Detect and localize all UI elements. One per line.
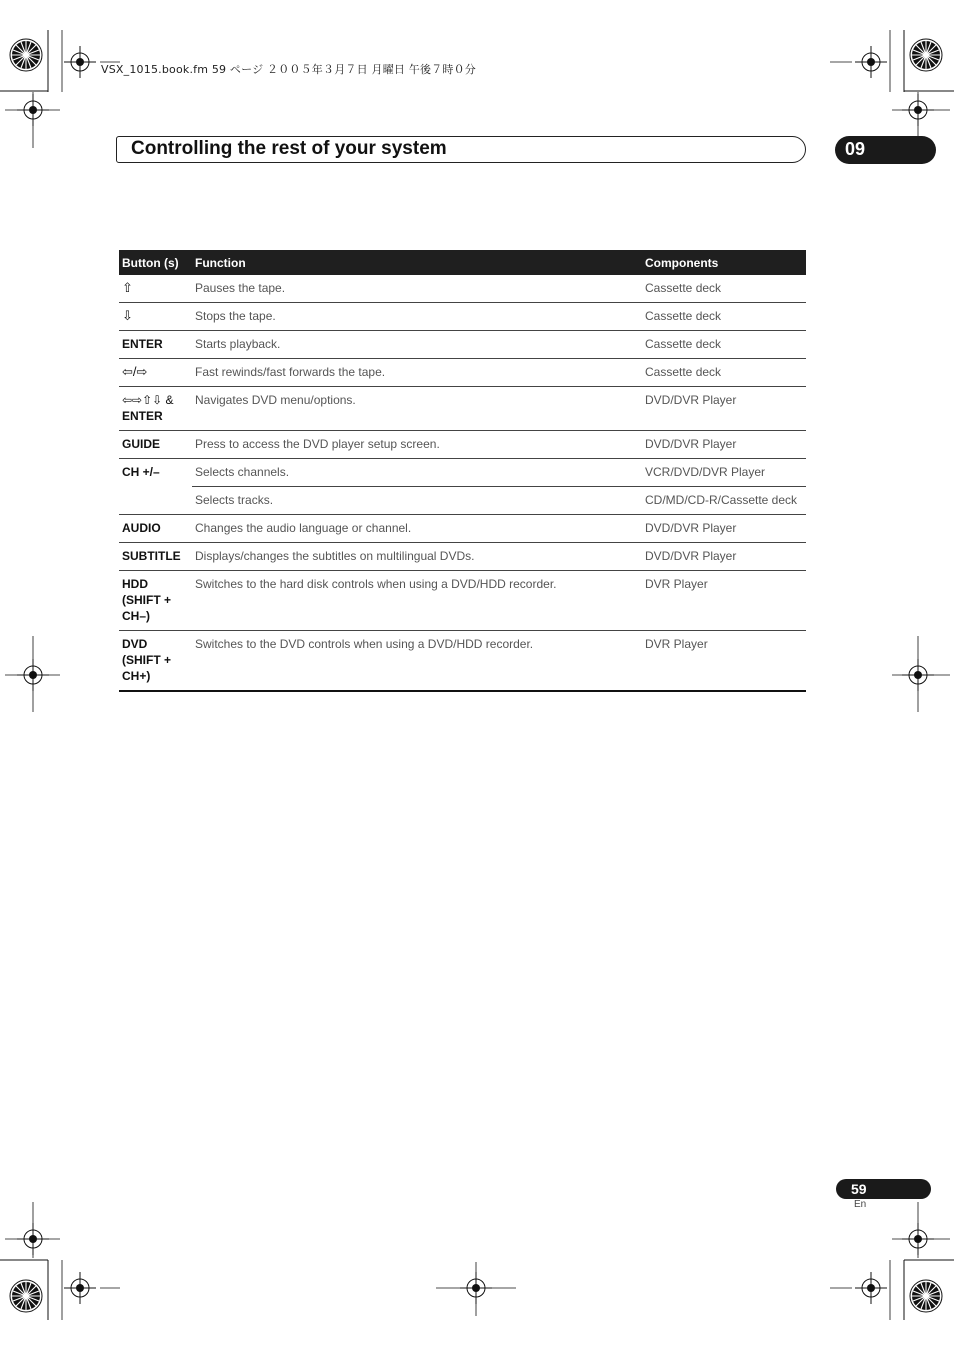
dvd-label: DVD: [122, 637, 148, 651]
header-function: Function: [195, 255, 246, 270]
function-cell: Fast rewinds/fast forwards the tape.: [192, 359, 642, 387]
hdd-label: HDD: [122, 577, 148, 591]
hdd-ch-label: CH–): [122, 609, 151, 623]
button-cell: [119, 571, 192, 631]
components-cell: DVR Player: [642, 631, 806, 692]
components-cell: VCR/DVD/DVR Player: [642, 459, 806, 487]
function-cell: Stops the tape.: [192, 303, 642, 331]
function-cell: Selects tracks.: [192, 487, 642, 515]
chapter-number: 09: [845, 139, 866, 159]
function-cell: Displays/changes the subtitles on multilingual DVDs.: [192, 543, 642, 571]
function-cell: Switches to the DVD controls when using a DVD/HDD recorder.: [192, 631, 642, 692]
button-cell: [119, 387, 192, 431]
function-cell: Starts playback.: [192, 331, 642, 359]
function-cell: Switches to the hard disk controls when using a DVD/HDD recorder.: [192, 571, 642, 631]
table-row: [119, 571, 806, 631]
table-row: [119, 487, 806, 515]
function-cell: Selects channels.: [192, 459, 642, 487]
chapter-badge: [835, 136, 936, 164]
dvd-ch-label: CH+): [122, 669, 151, 683]
table-row: [119, 631, 806, 692]
table-row: [119, 331, 806, 359]
components-cell: Cassette deck: [642, 331, 806, 359]
arrow-buttons: ⇦⇨⇧⇩ &: [122, 393, 174, 407]
components-cell: Cassette deck: [642, 303, 806, 331]
button-cell: ⇩: [119, 303, 192, 331]
function-cell: Press to access the DVD player setup screen.: [192, 431, 642, 459]
button-cell: GUIDE: [119, 431, 192, 459]
components-cell: DVR Player: [642, 571, 806, 631]
components-cell: CD/MD/CD-R/Cassette deck: [642, 487, 806, 515]
section-title: Controlling the rest of your system: [131, 138, 447, 159]
table-row: [119, 459, 806, 487]
header-button: Button (s): [122, 255, 179, 270]
button-cell: [119, 631, 192, 692]
table-row: [119, 303, 806, 331]
button-cell: ⇧: [119, 275, 192, 303]
button-cell: SUBTITLE: [119, 543, 192, 571]
components-cell: DVD/DVR Player: [642, 387, 806, 431]
button-cell: CH +/–: [119, 459, 192, 515]
table-row: [119, 431, 806, 459]
components-cell: Cassette deck: [642, 359, 806, 387]
function-cell: Navigates DVD menu/options.: [192, 387, 642, 431]
hdd-shift-label: (SHIFT +: [122, 593, 172, 607]
components-cell: DVD/DVR Player: [642, 431, 806, 459]
table-header-row: [119, 250, 806, 275]
page-number-badge: [836, 1179, 931, 1199]
page-language: En: [854, 1199, 867, 1210]
controls-table: [119, 250, 806, 692]
dvd-shift-label: (SHIFT +: [122, 653, 172, 667]
components-cell: DVD/DVR Player: [642, 515, 806, 543]
page-number: 59: [851, 1181, 867, 1197]
table-row: [119, 515, 806, 543]
header-components: Components: [645, 255, 719, 270]
components-cell: DVD/DVR Player: [642, 543, 806, 571]
button-cell: AUDIO: [119, 515, 192, 543]
button-cell: ⇦/⇨: [119, 359, 192, 387]
components-cell: Cassette deck: [642, 275, 806, 303]
table-row: [119, 275, 806, 303]
section-title-box: [116, 136, 806, 163]
table-row: [119, 359, 806, 387]
table-row: [119, 543, 806, 571]
button-cell: ENTER: [119, 331, 192, 359]
print-header: VSX_1015.book.fm 59 ページ ２００５年３月７日 月曜日 午後７時０分: [101, 63, 476, 76]
table-row: [119, 387, 806, 431]
function-cell: Pauses the tape.: [192, 275, 642, 303]
enter-button-label: ENTER: [122, 409, 163, 423]
function-cell: Changes the audio language or channel.: [192, 515, 642, 543]
